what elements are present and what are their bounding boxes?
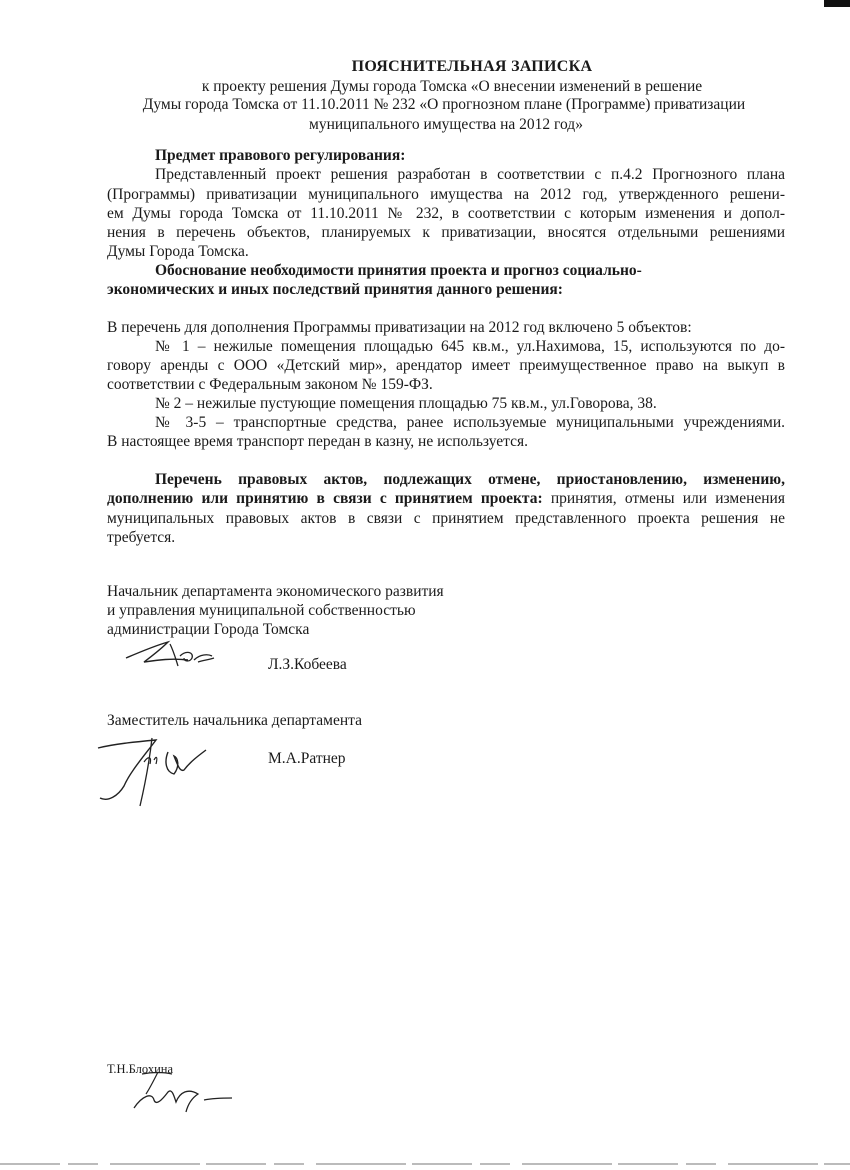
- item1-line-2: говору аренды с ООО «Детский мир», арендатор имеет преимущественное право на выкуп в: [107, 357, 785, 374]
- acts-line-2-rest: принятия, отмены или изменения: [542, 490, 785, 507]
- head-title-line-2: и управления муниципальной собственностью: [107, 602, 416, 619]
- item1-line-1: № 1 – нежилые помещения площадью 645 кв.м., ул.Нахимова, 15, используются по до-: [155, 338, 785, 355]
- head-name: Л.З.Кобеева: [268, 656, 347, 673]
- deputy-title: Заместитель начальника департамента: [107, 712, 362, 729]
- subject-line-4: нения в перечень объектов, планируемых к приватизации, вносятся отдельными решениями: [107, 224, 785, 241]
- acts-line-4: требуется.: [107, 529, 176, 546]
- subject-line-5: Думы Города Томска.: [107, 243, 249, 260]
- subject-heading: Предмет правового регулирования:: [155, 147, 406, 164]
- item3-line-2: В настоящее время транспорт передан в казну, не используется.: [107, 433, 528, 450]
- deputy-name: М.А.Ратнер: [268, 750, 346, 767]
- head-title-line-3: администрации Города Томска: [107, 621, 310, 638]
- subject-line-2: (Программы) приватизации муниципального имущества на 2012 год, утвержденного решени-: [107, 186, 785, 203]
- head-title-line-1: Начальник департамента экономического развития: [107, 583, 444, 600]
- justification-intro: В перечень для дополнения Программы приватизации на 2012 год включено 5 объектов:: [107, 319, 692, 336]
- subtitle-line-1: к проекту решения Думы города Томска «О внесении изменений в решение: [201, 78, 703, 95]
- subtitle-line-2: Думы города Томска от 11.10.2011 № 232 «О прогнозном плане (Программе) приватизации: [142, 96, 746, 113]
- item3-line-1: № 3-5 – транспортные средства, ранее используемые муниципальными учреждениями.: [155, 414, 785, 431]
- justification-heading-2: экономических и иных последствий принятия данного решения:: [107, 281, 563, 298]
- scan-bottom-line: [0, 1163, 850, 1165]
- acts-line-1: Перечень правовых актов, подлежащих отмене, приостановлению, изменению,: [155, 471, 785, 488]
- acts-line-2: [107, 490, 785, 508]
- justification-heading-1: Обоснование необходимости принятия проекта и прогноз социально-: [155, 262, 642, 279]
- deputy-signature: [94, 736, 214, 808]
- document-title: ПОЯСНИТЕЛЬНАЯ ЗАПИСКА: [351, 58, 593, 75]
- subject-line-3: ем Думы города Томска от 11.10.2011 № 232, в соответствии с которым изменения и допол-: [107, 205, 785, 222]
- head-signature: [122, 638, 217, 670]
- executor-name: Т.Н.Блохина: [107, 1062, 174, 1076]
- item2-line: № 2 – нежилые пустующие помещения площадью 75 кв.м., ул.Говорова, 38.: [155, 395, 657, 412]
- subject-line-1: Представленный проект решения разработан в соответствии с п.4.2 Прогнозного плана: [155, 166, 785, 183]
- acts-line-3: муниципальных правовых актов в связи с принятием представленного проекта решения не: [107, 510, 785, 527]
- subtitle-line-3: муниципального имущества на 2012 год»: [309, 116, 583, 133]
- item1-line-3: соответствии с Федеральным законом № 159-ФЗ.: [107, 376, 433, 393]
- scan-corner-mark: [824, 0, 850, 7]
- executor-signature: [128, 1070, 238, 1114]
- acts-line-2-bold: дополнению или принятию в связи с принятием проекта:: [107, 490, 543, 507]
